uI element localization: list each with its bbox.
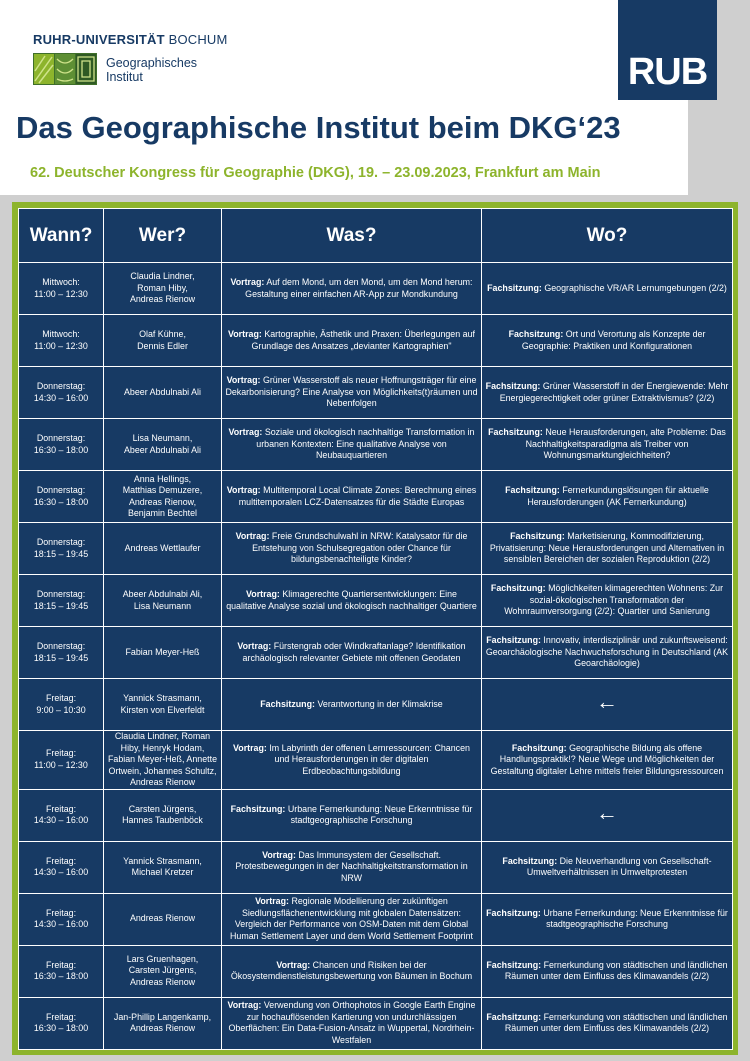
cell-who [104, 731, 222, 790]
where-text: Geographische Bildung als offene Handlungspraktik!? Neue Wege und Möglichkeiten der Gestaltung digitaler Lehre mittels freier Bildungsressourcen [490, 742, 724, 776]
what-type: Vortrag: [227, 329, 262, 339]
when-time: 9:00 – 10:30 [36, 704, 86, 715]
what-text: Im Labyrinth der offenen Lernressourcen: Chancen und Herausforderungen in der digitalen Erdbeobachtungsbildung [269, 742, 470, 776]
who-line: Yannick Strasmann, [123, 693, 202, 703]
where-type: Fachsitzung: [486, 635, 541, 646]
header-wann: Wann? [19, 209, 104, 263]
cell-where [482, 419, 733, 471]
page-subtitle: 62. Deutscher Kongress für Geographie (DKG), 19. – 23.09.2023, Frankfurt am Main [30, 165, 601, 181]
what-text: Das Immunsystem der Gesellschaft. Protestbewegungen in der Nachhaltigkeitstransformation in NRW [235, 849, 468, 883]
cell-when [19, 419, 104, 471]
where-text: Urbane Fernerkundung: Neue Erkenntnisse für stadtgeographische Forschung [543, 907, 728, 929]
cell-what [222, 679, 482, 731]
table-row [19, 263, 733, 315]
who-line: Lisa Neumann [133, 600, 192, 611]
cell-where [482, 367, 733, 419]
what-text: Kartographie, Ästhetik und Praxen: Überlegungen auf Grundlage des Ansatzes „devianter Kartographien" [251, 329, 475, 351]
when-day: Freitag: [45, 748, 77, 759]
what-text: Auf dem Mond, um den Mond, um den Mond herum: Gestaltung einer einfachen AR-App zur Mondkundung [245, 277, 473, 299]
who-line: Abeer Abdulnabi Ali, [122, 589, 203, 599]
cell-where [482, 893, 733, 945]
schedule-table [18, 208, 733, 1050]
when-day: Freitag: [45, 1011, 77, 1022]
where-text: Innovativ, interdisziplinär und zukunftsweisend: Geoarchäologische Nachwuchsforschung in Deutschland (AK Geoarchäologie) [485, 635, 729, 669]
who-line: Jan-Phillip Langenkamp, [113, 1011, 212, 1022]
what-type: Vortrag: [233, 742, 267, 753]
where-type: Fachsitzung: [502, 855, 558, 866]
cell-what [222, 471, 482, 523]
when-day: Donnerstag: [36, 381, 86, 391]
what-type: Vortrag: [262, 849, 296, 860]
cell-who [104, 419, 222, 471]
when-day: Donnerstag: [36, 641, 86, 651]
table-row [19, 893, 733, 945]
cell-what [222, 893, 482, 945]
cell-where [482, 315, 733, 367]
who-line: Benjamin Bechtel [127, 508, 198, 518]
cell-who [104, 471, 222, 523]
who-line: Andreas Rienow [129, 294, 196, 305]
where-text: Die Neuverhandlung von Gesellschaft-Umweltverhältnissen in Umweltprotesten [526, 855, 712, 877]
where-text: Marketisierung, Kommodifizierung, Privatisierung: Neue Herausforderungen und Alternativen in sensiblen Bereichen der sozialen Reproduktion (2/2) [489, 531, 725, 565]
table-row [19, 523, 733, 575]
cell-where [482, 789, 733, 841]
where-text: Ort und Verortung als Konzepte der Geographie: Praktiken und Konfigurationen [521, 329, 706, 351]
who-line: Olaf Kühne, [139, 329, 186, 339]
when-day: Donnerstag: [36, 589, 86, 599]
header-wer: Wer? [104, 209, 222, 263]
when-day: Mittwoch: [42, 329, 80, 339]
cell-where [482, 575, 733, 627]
when-day: Freitag: [45, 803, 77, 814]
where-type: Fachsitzung: [487, 282, 542, 293]
what-type: Vortrag: [230, 277, 265, 287]
cell-when [19, 997, 104, 1049]
when-day: Mittwoch: [42, 277, 80, 287]
cell-who [104, 315, 222, 367]
where-type: Fachsitzung: [486, 959, 542, 970]
cell-what [222, 419, 482, 471]
what-text: Klimagerechte Quartiersentwicklungen: Eine qualitative Analyse sozial und ökologisch nachhaltiger Quartiere [226, 589, 477, 611]
what-type: Vortrag: [226, 375, 261, 386]
what-text: Multitemporal Local Climate Zones: Berechnung eines multitemporalen LCZ-Datensatzes für die Städte Europas [238, 485, 477, 507]
who-line: Andreas Rienow [129, 976, 196, 987]
cell-when [19, 315, 104, 367]
what-text: Urbane Fernerkundung: Neue Erkenntnisse für stadtgeographische Forschung [287, 803, 473, 825]
where-type: Fachsitzung: [488, 427, 543, 438]
when-day: Donnerstag: [36, 537, 86, 547]
cell-what [222, 945, 482, 997]
rub-logo: RUB [618, 0, 717, 100]
who-line: Claudia Lindner, [130, 271, 195, 282]
who-line: Andreas Wettlaufer [124, 542, 201, 553]
where-text: Möglichkeiten klimagerechten Wohnens: Zur sozial-ökologischen Transformation der Wohnraumversorgung (2/2): Quartier und Sanierung [504, 583, 724, 617]
table-row [19, 367, 733, 419]
header-was: Was? [222, 209, 482, 263]
where-type: Fachsitzung: [486, 1011, 542, 1022]
what-type: Vortrag: [246, 589, 280, 599]
when-day: Freitag: [45, 855, 77, 866]
who-line: Michael Kretzer [131, 867, 194, 877]
cell-who [104, 997, 222, 1049]
when-day: Freitag: [45, 959, 77, 970]
who-line: Lisa Neumann, [132, 433, 193, 443]
who-line: Andreas Rienow, [128, 496, 197, 507]
when-time: 14:30 – 16:00 [33, 392, 89, 403]
cell-what [222, 731, 482, 790]
cell-what [222, 575, 482, 627]
who-line: Andreas Rienow [129, 777, 196, 787]
where-text: Fernerkundungslösungen für aktuelle Herausforderungen (AK Fernerkundung) [527, 485, 709, 507]
cell-where [482, 679, 733, 731]
cell-when [19, 789, 104, 841]
when-day: Donnerstag: [36, 485, 86, 495]
table-row [19, 315, 733, 367]
left-arrow-icon: ← [596, 799, 618, 825]
what-text: Regionale Modellierung der zukünftigen Siedlungsflächenentwicklung mit globalen Datensätzen: Vergleich der Performance von OSM-Daten mit dem Global Human Settlement Layer und dem World Settlement Footprint [229, 896, 474, 941]
where-type: Fachsitzung: [508, 329, 564, 339]
what-type: Vortrag: [276, 959, 311, 970]
what-text: Fürstengrab oder Windkraftanlage? Identifikation archäologisch relevanter Gebiete mit offenen Geodaten [242, 641, 466, 663]
what-type: Vortrag: [237, 641, 272, 651]
institute-name: Geographisches Institut [106, 56, 198, 84]
cell-where [482, 523, 733, 575]
table-row [19, 679, 733, 731]
who-line: Fabian Meyer-Heß, Annette [107, 754, 218, 764]
who-line: Yannick Strasmann, [123, 855, 202, 866]
cell-where [482, 731, 733, 790]
when-time: 16:30 – 18:00 [33, 1023, 89, 1033]
what-type: Fachsitzung: [230, 803, 286, 814]
when-time: 18:15 – 19:45 [33, 652, 89, 663]
cell-where [482, 471, 733, 523]
cell-who [104, 893, 222, 945]
where-type: Fachsitzung: [511, 742, 567, 753]
cell-who [104, 627, 222, 679]
who-line: Hiby, Henryk Hodam, [120, 742, 205, 753]
who-line: Abeer Abdulnabi Ali [124, 444, 201, 455]
what-text: Verwendung von Orthophotos in Google Earth Engine zur hochauflösenden Kartierung von undurchlässigen Oberflächen: Ein Data-Fusion-Ansatz in Wuppertal, Nordrhein-Westfalen [228, 1000, 476, 1045]
table-row [19, 731, 733, 790]
table-row [19, 471, 733, 523]
table-body [19, 263, 733, 1050]
what-type: Vortrag: [235, 531, 270, 542]
cell-when [19, 367, 104, 419]
when-time: 11:00 – 12:30 [34, 340, 88, 351]
when-time: 16:30 – 18:00 [33, 444, 89, 455]
cell-who [104, 789, 222, 841]
cell-what [222, 841, 482, 893]
who-line: Andreas Rienow [129, 913, 196, 924]
who-line: Claudia Lindner, Roman [114, 731, 211, 741]
when-day: Freitag: [45, 693, 77, 703]
left-arrow-icon: ← [596, 689, 618, 715]
cell-when [19, 731, 104, 790]
when-time: 14:30 – 16:00 [33, 815, 89, 825]
header-wo: Wo? [482, 209, 733, 263]
who-line: Ortwein, Johannes Schultz, [108, 765, 217, 776]
cell-what [222, 997, 482, 1049]
cell-when [19, 263, 104, 315]
where-type: Fachsitzung: [490, 583, 546, 594]
cell-when [19, 575, 104, 627]
cell-what [222, 627, 482, 679]
when-time: 11:00 – 12:30 [34, 288, 88, 299]
who-line: Dennis Edler [137, 340, 188, 351]
who-line: Anna Hellings, [133, 473, 192, 484]
university-name: RUHR-UNIVERSITÄT BOCHUM [33, 32, 228, 47]
cell-when [19, 471, 104, 523]
what-text: Freie Grundschulwahl in NRW: Katalysator für die Entstehung von Schulsegregation oder Chance für bildungsbenachteiligte Kinder? [252, 531, 468, 565]
who-line: Roman Hiby, [137, 282, 188, 293]
who-line: Matthias Demuzere, [122, 485, 203, 495]
cell-when [19, 841, 104, 893]
what-type: Fachsitzung: [260, 698, 315, 709]
where-text: Fernerkundung von städtischen und ländlichen Räumen unter dem Einfluss des Klimawandels (2/2) [504, 1011, 728, 1033]
where-type: Fachsitzung: [485, 381, 541, 391]
what-type: Vortrag: [227, 1000, 262, 1010]
cell-who [104, 679, 222, 731]
cell-where [482, 997, 733, 1049]
who-line: Abeer Abdulnabi Ali [124, 386, 201, 397]
where-text: Fernerkundung von städtischen und ländlichen Räumen unter dem Einfluss des Klimawandels (2/2) [504, 959, 728, 981]
table-row [19, 789, 733, 841]
cell-when [19, 679, 104, 731]
who-line: Carsten Jürgens, [128, 965, 197, 976]
what-type: Vortrag: [255, 896, 289, 906]
cell-when [19, 523, 104, 575]
where-text: Neue Herausforderungen, alte Probleme: Das Nachhaltigkeitsparadigma als Treiber von Wohnungsmarktungleichheiten? [525, 427, 726, 461]
who-line: Hannes Taubenböck [122, 815, 203, 825]
who-line: Fabian Meyer-Heß [125, 646, 200, 657]
when-time: 16:30 – 18:00 [33, 496, 89, 507]
where-type: Fachsitzung: [486, 907, 541, 918]
cell-when [19, 945, 104, 997]
table-header-row [19, 209, 733, 263]
what-text: Chancen und Risiken bei der Ökosystemdienstleistungsbewertung von Bäumen in Bochum [230, 959, 473, 981]
cell-who [104, 841, 222, 893]
when-day: Freitag: [45, 907, 77, 918]
table-row [19, 841, 733, 893]
cell-what [222, 523, 482, 575]
what-text: Verantwortung in der Klimakrise [317, 698, 443, 709]
cell-when [19, 627, 104, 679]
cell-when [19, 893, 104, 945]
when-day: Donnerstag: [36, 433, 86, 443]
cell-who [104, 263, 222, 315]
cell-where [482, 945, 733, 997]
what-text: Grüner Wasserstoff als neuer Hoffnungsträger für eine Dekarbonisierung? Eine Analyse von Möglichkeits(t)räumen und Nebenfolgen [225, 375, 478, 409]
when-time: 11:00 – 12:30 [34, 759, 88, 770]
cell-who [104, 523, 222, 575]
when-time: 14:30 – 16:00 [33, 867, 89, 877]
table-row [19, 627, 733, 679]
who-line: Kirsten von Elverfeldt [120, 704, 205, 715]
cell-who [104, 367, 222, 419]
what-type: Vortrag: [228, 427, 263, 438]
cell-where [482, 627, 733, 679]
where-text: Grüner Wasserstoff in der Energiewende: Mehr Energiegerechtigkeit oder grüner Extraktivismus? (2/2) [499, 381, 729, 403]
cell-what [222, 789, 482, 841]
table-row [19, 997, 733, 1049]
cell-what [222, 315, 482, 367]
cell-who [104, 575, 222, 627]
cell-where [482, 841, 733, 893]
who-line: Carsten Jürgens, [128, 803, 197, 814]
where-text: Geographische VR/AR Lernumgebungen (2/2) [544, 282, 727, 293]
when-time: 18:15 – 19:45 [33, 600, 89, 611]
where-type: Fachsitzung: [510, 531, 565, 542]
cell-who [104, 945, 222, 997]
cell-where [482, 263, 733, 315]
what-type: Vortrag: [226, 485, 261, 495]
institute-logo-icon [33, 53, 97, 85]
when-time: 18:15 – 19:45 [33, 548, 89, 559]
table-row [19, 419, 733, 471]
who-line: Andreas Rienow [129, 1023, 196, 1033]
where-type: Fachsitzung: [505, 485, 560, 495]
who-line: Lars Gruenhagen, [126, 953, 199, 964]
when-time: 14:30 – 16:00 [33, 919, 89, 929]
when-time: 16:30 – 18:00 [33, 971, 89, 981]
table-row [19, 575, 733, 627]
cell-what [222, 263, 482, 315]
page-title: Das Geographische Institut beim DKG‘23 [16, 110, 621, 145]
what-text: Soziale und ökologisch nachhaltige Transformation in urbanen Kontexten: Eine qualitative Analyse von Neubauquartieren [256, 427, 475, 461]
cell-what [222, 367, 482, 419]
table-row [19, 945, 733, 997]
